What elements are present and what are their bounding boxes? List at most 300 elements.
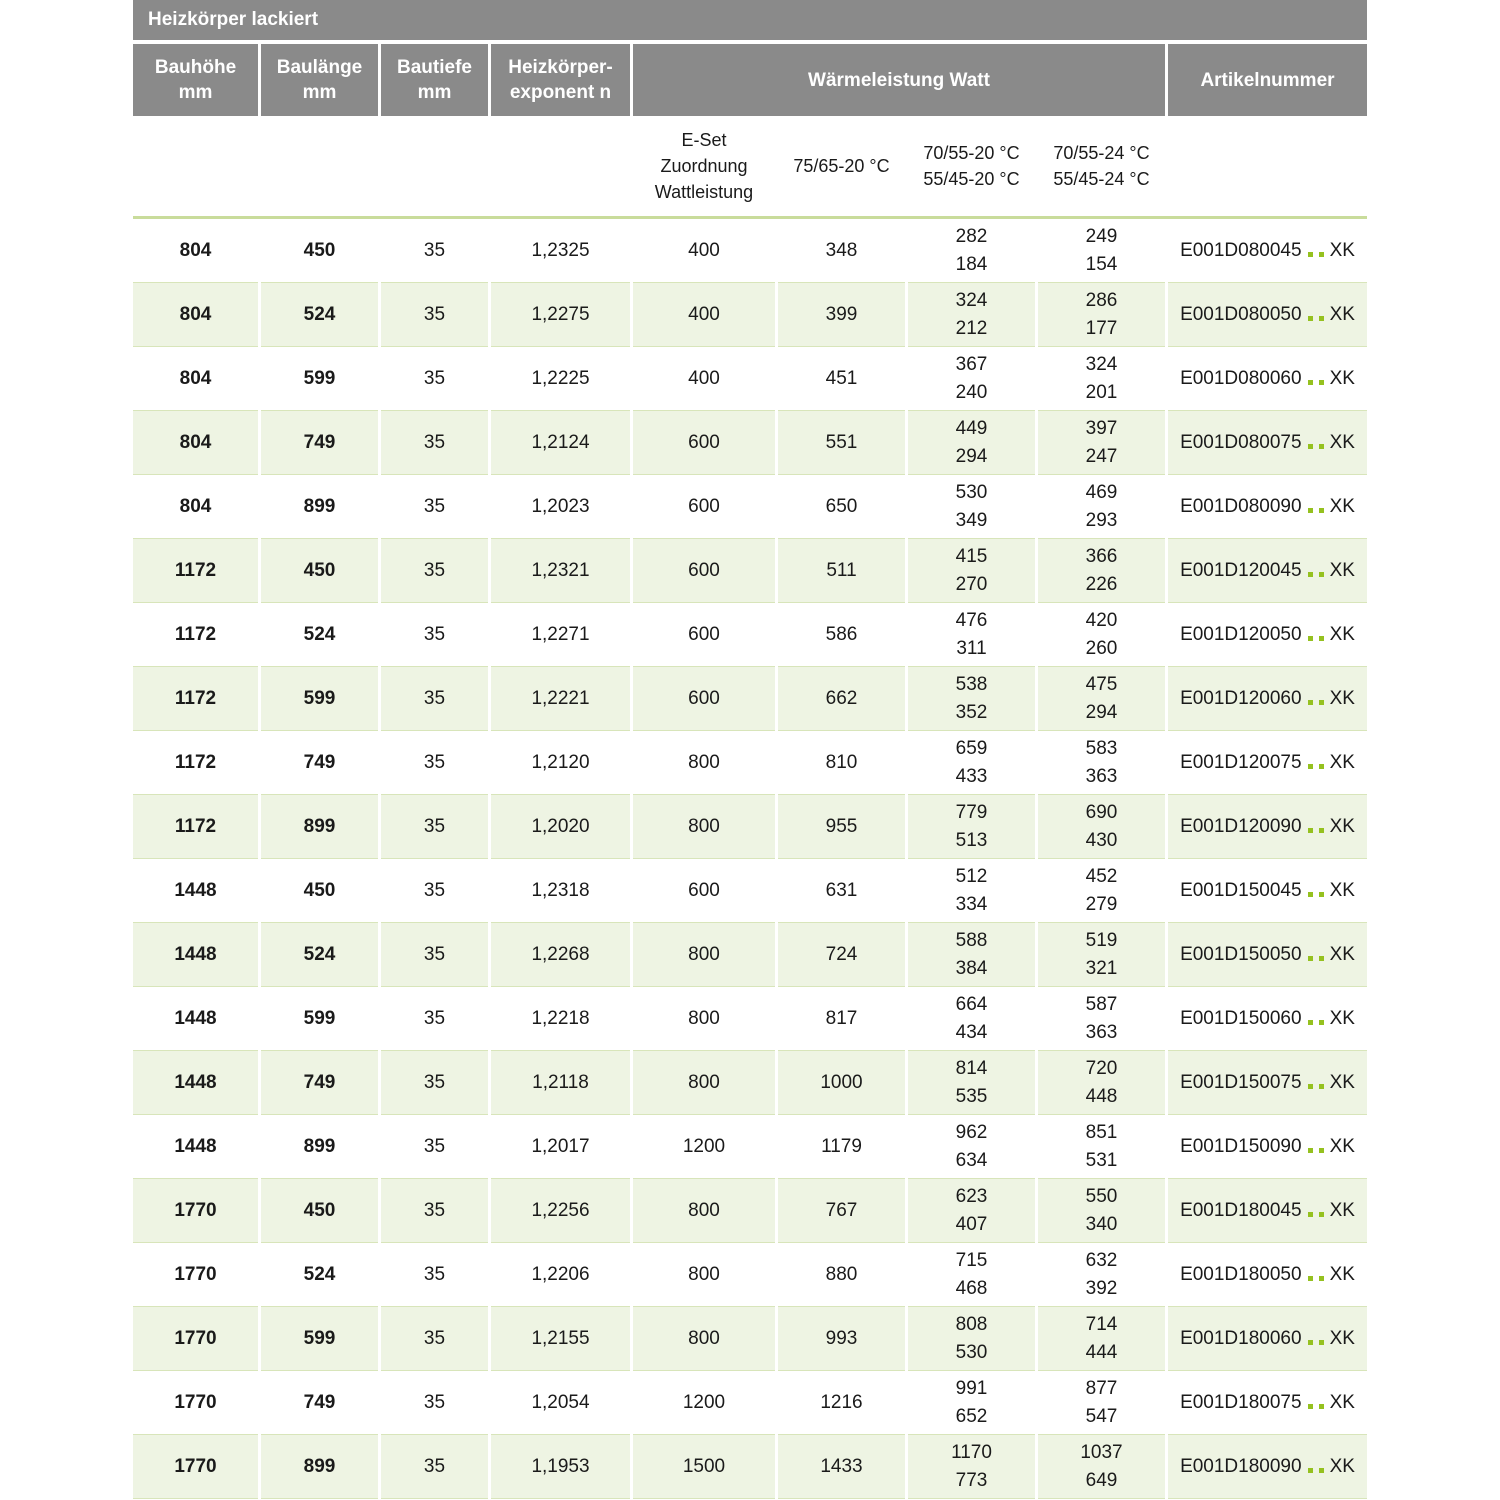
cell-watt-7055-24: 366 226 bbox=[1038, 539, 1165, 603]
cell-bautiefe: 35 bbox=[381, 1051, 488, 1115]
cell-eset-watt: 600 bbox=[633, 411, 775, 475]
table-row bbox=[133, 475, 1367, 539]
artikel-dot-icon bbox=[1319, 444, 1324, 449]
artikel-dot-icon bbox=[1308, 1212, 1313, 1217]
cell-watt-7565: 880 bbox=[778, 1243, 905, 1307]
cell-artikelnummer bbox=[1168, 1179, 1367, 1243]
cell-exponent: 1,2318 bbox=[491, 859, 630, 923]
cell-bauhoehe: 804 bbox=[133, 475, 258, 539]
cell-artikelnummer bbox=[1168, 603, 1367, 667]
cell-watt-7565: 724 bbox=[778, 923, 905, 987]
artikel-code: E001D080075 bbox=[1180, 431, 1302, 453]
subheader-eset-line3: Wattleistung bbox=[654, 182, 754, 202]
subheader-7055-20-line1: 70/55-20 °C bbox=[923, 143, 1020, 163]
cell-watt-7055-24: 851 531 bbox=[1038, 1115, 1165, 1179]
cell-eset-watt: 600 bbox=[633, 859, 775, 923]
cell-eset-watt: 800 bbox=[633, 987, 775, 1051]
artikel-dot-icon bbox=[1308, 956, 1313, 961]
cell-eset-watt: 800 bbox=[633, 731, 775, 795]
artikel-dot-icon bbox=[1308, 1340, 1313, 1345]
artikel-dot-icon bbox=[1308, 892, 1313, 897]
cell-watt-7565: 631 bbox=[778, 859, 905, 923]
header-bautiefe bbox=[381, 44, 488, 116]
cell-bautiefe: 35 bbox=[381, 603, 488, 667]
header-exponent bbox=[491, 44, 630, 116]
table-row bbox=[133, 603, 1367, 667]
artikel-suffix: XK bbox=[1329, 815, 1355, 837]
cell-baulaenge: 749 bbox=[261, 1051, 378, 1115]
artikel-dot-icon bbox=[1319, 1404, 1324, 1409]
artikel-code: E001D120060 bbox=[1180, 687, 1302, 709]
cell-baulaenge: 450 bbox=[261, 539, 378, 603]
cell-watt-7565: 993 bbox=[778, 1307, 905, 1371]
cell-eset-watt: 400 bbox=[633, 347, 775, 411]
cell-watt-7055-20: 476 311 bbox=[908, 603, 1035, 667]
table-row bbox=[133, 411, 1367, 475]
artikel-dot-icon bbox=[1319, 252, 1324, 257]
header-baulaenge-unit: mm bbox=[302, 82, 337, 103]
cell-bautiefe: 35 bbox=[381, 347, 488, 411]
cell-watt-7565: 810 bbox=[778, 731, 905, 795]
header-exponent-label: Heizkörper- bbox=[508, 57, 613, 78]
cell-bautiefe: 35 bbox=[381, 1307, 488, 1371]
cell-watt-7055-24: 550 340 bbox=[1038, 1179, 1165, 1243]
header-bauhoehe-label: Bauhöhe bbox=[154, 57, 237, 78]
cell-bauhoehe: 1770 bbox=[133, 1179, 258, 1243]
cell-watt-7055-20: 530 349 bbox=[908, 475, 1035, 539]
cell-watt-7055-20: 367 240 bbox=[908, 347, 1035, 411]
cell-bauhoehe: 1770 bbox=[133, 1243, 258, 1307]
cell-bauhoehe: 1448 bbox=[133, 1051, 258, 1115]
artikel-dot-icon bbox=[1319, 380, 1324, 385]
cell-baulaenge: 899 bbox=[261, 795, 378, 859]
cell-watt-7055-24: 286 177 bbox=[1038, 283, 1165, 347]
artikel-code: E001D120090 bbox=[1180, 815, 1302, 837]
cell-watt-7055-24: 249 154 bbox=[1038, 219, 1165, 283]
cell-watt-7055-20: 324 212 bbox=[908, 283, 1035, 347]
cell-watt-7055-20: 664 434 bbox=[908, 987, 1035, 1051]
artikel-dot-icon bbox=[1319, 1468, 1324, 1473]
cell-watt-7565: 767 bbox=[778, 1179, 905, 1243]
product-table bbox=[133, 0, 1367, 1499]
cell-watt-7055-20: 588 384 bbox=[908, 923, 1035, 987]
subheader-7565-line1: 75/65-20 °C bbox=[793, 156, 890, 176]
cell-exponent: 1,2120 bbox=[491, 731, 630, 795]
cell-baulaenge: 599 bbox=[261, 987, 378, 1051]
artikel-code: E001D180045 bbox=[1180, 1199, 1302, 1221]
cell-artikelnummer bbox=[1168, 923, 1367, 987]
header-waermeleistung-label: Wärmeleistung Watt bbox=[808, 69, 990, 91]
cell-bautiefe: 35 bbox=[381, 1435, 488, 1499]
cell-bauhoehe: 804 bbox=[133, 219, 258, 283]
artikel-code: E001D150075 bbox=[1180, 1071, 1302, 1093]
cell-eset-watt: 400 bbox=[633, 219, 775, 283]
cell-watt-7055-20: 814 535 bbox=[908, 1051, 1035, 1115]
header-bautiefe-unit: mm bbox=[417, 82, 452, 103]
cell-artikelnummer bbox=[1168, 1051, 1367, 1115]
artikel-dot-icon bbox=[1308, 764, 1313, 769]
cell-watt-7055-20: 962 634 bbox=[908, 1115, 1035, 1179]
cell-watt-7055-20: 991 652 bbox=[908, 1371, 1035, 1435]
table-row bbox=[133, 1435, 1367, 1499]
cell-bauhoehe: 1172 bbox=[133, 795, 258, 859]
cell-exponent: 1,2225 bbox=[491, 347, 630, 411]
artikel-dot-icon bbox=[1319, 892, 1324, 897]
artikel-code: E001D120050 bbox=[1180, 623, 1302, 645]
table-row bbox=[133, 539, 1367, 603]
artikel-suffix: XK bbox=[1329, 1007, 1355, 1029]
cell-baulaenge: 524 bbox=[261, 283, 378, 347]
cell-artikelnummer bbox=[1168, 1115, 1367, 1179]
artikel-code: E001D180060 bbox=[1180, 1327, 1302, 1349]
artikel-code: E001D150090 bbox=[1180, 1135, 1302, 1157]
artikel-dot-icon bbox=[1308, 1404, 1313, 1409]
artikel-dot-icon bbox=[1319, 316, 1324, 321]
cell-watt-7055-24: 1037 649 bbox=[1038, 1435, 1165, 1499]
cell-watt-7055-20: 1170 773 bbox=[908, 1435, 1035, 1499]
subheader-7055-24 bbox=[1038, 116, 1165, 216]
cell-bauhoehe: 804 bbox=[133, 411, 258, 475]
table-body bbox=[133, 219, 1367, 1499]
cell-baulaenge: 450 bbox=[261, 859, 378, 923]
cell-watt-7055-20: 282 184 bbox=[908, 219, 1035, 283]
cell-exponent: 1,2271 bbox=[491, 603, 630, 667]
cell-eset-watt: 600 bbox=[633, 603, 775, 667]
cell-bauhoehe: 1770 bbox=[133, 1435, 258, 1499]
artikel-dot-icon bbox=[1308, 380, 1313, 385]
artikel-suffix: XK bbox=[1329, 1327, 1355, 1349]
cell-artikelnummer bbox=[1168, 859, 1367, 923]
subheader-eset bbox=[633, 116, 775, 216]
artikel-dot-icon bbox=[1319, 828, 1324, 833]
cell-bautiefe: 35 bbox=[381, 1371, 488, 1435]
artikel-dot-icon bbox=[1308, 636, 1313, 641]
cell-watt-7055-20: 779 513 bbox=[908, 795, 1035, 859]
artikel-dot-icon bbox=[1319, 636, 1324, 641]
cell-exponent: 1,2023 bbox=[491, 475, 630, 539]
cell-exponent: 1,2275 bbox=[491, 283, 630, 347]
cell-baulaenge: 599 bbox=[261, 667, 378, 731]
artikel-code: E001D150060 bbox=[1180, 1007, 1302, 1029]
table-row bbox=[133, 923, 1367, 987]
table-row bbox=[133, 987, 1367, 1051]
artikel-suffix: XK bbox=[1329, 751, 1355, 773]
artikel-suffix: XK bbox=[1329, 623, 1355, 645]
cell-artikelnummer bbox=[1168, 219, 1367, 283]
cell-bauhoehe: 804 bbox=[133, 347, 258, 411]
cell-baulaenge: 524 bbox=[261, 603, 378, 667]
artikel-suffix: XK bbox=[1329, 1199, 1355, 1221]
cell-bautiefe: 35 bbox=[381, 219, 488, 283]
cell-watt-7565: 1433 bbox=[778, 1435, 905, 1499]
cell-bauhoehe: 1172 bbox=[133, 539, 258, 603]
cell-watt-7565: 1000 bbox=[778, 1051, 905, 1115]
artikel-suffix: XK bbox=[1329, 431, 1355, 453]
header-bautiefe-label: Bautiefe bbox=[397, 57, 472, 78]
cell-eset-watt: 800 bbox=[633, 923, 775, 987]
artikel-suffix: XK bbox=[1329, 1071, 1355, 1093]
cell-baulaenge: 450 bbox=[261, 219, 378, 283]
cell-eset-watt: 1200 bbox=[633, 1371, 775, 1435]
cell-baulaenge: 749 bbox=[261, 731, 378, 795]
artikel-suffix: XK bbox=[1329, 1263, 1355, 1285]
artikel-suffix: XK bbox=[1329, 495, 1355, 517]
cell-watt-7055-24: 583 363 bbox=[1038, 731, 1165, 795]
artikel-dot-icon bbox=[1308, 1148, 1313, 1153]
cell-watt-7055-24: 324 201 bbox=[1038, 347, 1165, 411]
cell-bauhoehe: 1770 bbox=[133, 1307, 258, 1371]
cell-bautiefe: 35 bbox=[381, 731, 488, 795]
cell-watt-7055-20: 623 407 bbox=[908, 1179, 1035, 1243]
table-row bbox=[133, 859, 1367, 923]
table-row bbox=[133, 1115, 1367, 1179]
cell-watt-7565: 586 bbox=[778, 603, 905, 667]
artikel-dot-icon bbox=[1319, 572, 1324, 577]
artikel-dot-icon bbox=[1308, 1276, 1313, 1281]
cell-watt-7565: 399 bbox=[778, 283, 905, 347]
cell-bautiefe: 35 bbox=[381, 1243, 488, 1307]
cell-watt-7565: 348 bbox=[778, 219, 905, 283]
cell-exponent: 1,2118 bbox=[491, 1051, 630, 1115]
subheader-7055-24-line2: 55/45-24 °C bbox=[1053, 169, 1150, 189]
cell-artikelnummer bbox=[1168, 1243, 1367, 1307]
cell-artikelnummer bbox=[1168, 731, 1367, 795]
cell-bautiefe: 35 bbox=[381, 283, 488, 347]
cell-watt-7565: 662 bbox=[778, 667, 905, 731]
cell-bauhoehe: 1172 bbox=[133, 603, 258, 667]
cell-watt-7565: 955 bbox=[778, 795, 905, 859]
cell-bauhoehe: 1448 bbox=[133, 987, 258, 1051]
cell-baulaenge: 899 bbox=[261, 1435, 378, 1499]
cell-bauhoehe: 1770 bbox=[133, 1371, 258, 1435]
artikel-code: E001D150045 bbox=[1180, 879, 1302, 901]
cell-exponent: 1,1953 bbox=[491, 1435, 630, 1499]
artikel-dot-icon bbox=[1308, 700, 1313, 705]
artikel-suffix: XK bbox=[1329, 879, 1355, 901]
artikel-suffix: XK bbox=[1329, 239, 1355, 261]
table-row bbox=[133, 219, 1367, 283]
artikel-code: E001D180050 bbox=[1180, 1263, 1302, 1285]
cell-artikelnummer bbox=[1168, 1371, 1367, 1435]
cell-artikelnummer bbox=[1168, 987, 1367, 1051]
cell-bautiefe: 35 bbox=[381, 795, 488, 859]
cell-artikelnummer bbox=[1168, 539, 1367, 603]
table-subheader-row bbox=[133, 116, 1367, 219]
cell-watt-7565: 551 bbox=[778, 411, 905, 475]
cell-baulaenge: 599 bbox=[261, 347, 378, 411]
table-row bbox=[133, 667, 1367, 731]
cell-bautiefe: 35 bbox=[381, 923, 488, 987]
cell-exponent: 1,2221 bbox=[491, 667, 630, 731]
cell-baulaenge: 450 bbox=[261, 1179, 378, 1243]
table-row bbox=[133, 795, 1367, 859]
cell-watt-7565: 511 bbox=[778, 539, 905, 603]
cell-exponent: 1,2017 bbox=[491, 1115, 630, 1179]
cell-watt-7055-20: 808 530 bbox=[908, 1307, 1035, 1371]
cell-watt-7055-20: 659 433 bbox=[908, 731, 1035, 795]
artikel-code: E001D080060 bbox=[1180, 367, 1302, 389]
artikel-dot-icon bbox=[1308, 508, 1313, 513]
artikel-dot-icon bbox=[1319, 1020, 1324, 1025]
cell-baulaenge: 749 bbox=[261, 411, 378, 475]
header-baulaenge bbox=[261, 44, 378, 116]
cell-artikelnummer bbox=[1168, 347, 1367, 411]
cell-watt-7565: 451 bbox=[778, 347, 905, 411]
cell-artikelnummer bbox=[1168, 667, 1367, 731]
cell-eset-watt: 1200 bbox=[633, 1115, 775, 1179]
cell-watt-7055-24: 519 321 bbox=[1038, 923, 1165, 987]
artikel-dot-icon bbox=[1308, 1020, 1313, 1025]
cell-eset-watt: 600 bbox=[633, 667, 775, 731]
subheader-7055-24-line1: 70/55-24 °C bbox=[1053, 143, 1150, 163]
artikel-suffix: XK bbox=[1329, 1455, 1355, 1477]
cell-eset-watt: 800 bbox=[633, 1179, 775, 1243]
cell-artikelnummer bbox=[1168, 411, 1367, 475]
header-bauhoehe-unit: mm bbox=[178, 82, 213, 103]
cell-bauhoehe: 804 bbox=[133, 283, 258, 347]
subheader-7565 bbox=[778, 116, 905, 216]
cell-watt-7565: 1216 bbox=[778, 1371, 905, 1435]
cell-bauhoehe: 1448 bbox=[133, 1115, 258, 1179]
artikel-dot-icon bbox=[1308, 316, 1313, 321]
cell-artikelnummer bbox=[1168, 475, 1367, 539]
cell-watt-7055-20: 715 468 bbox=[908, 1243, 1035, 1307]
artikel-dot-icon bbox=[1308, 1468, 1313, 1473]
artikel-code: E001D080090 bbox=[1180, 495, 1302, 517]
cell-bautiefe: 35 bbox=[381, 1115, 488, 1179]
artikel-dot-icon bbox=[1319, 1276, 1324, 1281]
header-bauhoehe bbox=[133, 44, 258, 116]
cell-bautiefe: 35 bbox=[381, 475, 488, 539]
cell-eset-watt: 600 bbox=[633, 475, 775, 539]
cell-baulaenge: 524 bbox=[261, 1243, 378, 1307]
subheader-7055-20 bbox=[908, 116, 1035, 216]
cell-watt-7055-24: 714 444 bbox=[1038, 1307, 1165, 1371]
artikel-suffix: XK bbox=[1329, 1135, 1355, 1157]
cell-baulaenge: 599 bbox=[261, 1307, 378, 1371]
cell-watt-7565: 650 bbox=[778, 475, 905, 539]
cell-baulaenge: 899 bbox=[261, 1115, 378, 1179]
artikel-code: E001D080050 bbox=[1180, 303, 1302, 325]
artikel-dot-icon bbox=[1319, 508, 1324, 513]
artikel-code: E001D120075 bbox=[1180, 751, 1302, 773]
cell-baulaenge: 899 bbox=[261, 475, 378, 539]
cell-exponent: 1,2218 bbox=[491, 987, 630, 1051]
cell-exponent: 1,2256 bbox=[491, 1179, 630, 1243]
artikel-code: E001D180075 bbox=[1180, 1391, 1302, 1413]
cell-watt-7055-24: 877 547 bbox=[1038, 1371, 1165, 1435]
table-row bbox=[133, 1051, 1367, 1115]
cell-baulaenge: 524 bbox=[261, 923, 378, 987]
table-row bbox=[133, 1179, 1367, 1243]
artikel-code: E001D150050 bbox=[1180, 943, 1302, 965]
cell-exponent: 1,2124 bbox=[491, 411, 630, 475]
cell-artikelnummer bbox=[1168, 795, 1367, 859]
cell-watt-7565: 817 bbox=[778, 987, 905, 1051]
cell-watt-7055-24: 720 448 bbox=[1038, 1051, 1165, 1115]
cell-bautiefe: 35 bbox=[381, 539, 488, 603]
table-row bbox=[133, 1371, 1367, 1435]
cell-watt-7055-24: 469 293 bbox=[1038, 475, 1165, 539]
artikel-suffix: XK bbox=[1329, 559, 1355, 581]
cell-bautiefe: 35 bbox=[381, 667, 488, 731]
cell-bautiefe: 35 bbox=[381, 411, 488, 475]
cell-eset-watt: 1500 bbox=[633, 1435, 775, 1499]
cell-eset-watt: 800 bbox=[633, 1307, 775, 1371]
artikel-dot-icon bbox=[1319, 764, 1324, 769]
cell-bautiefe: 35 bbox=[381, 987, 488, 1051]
artikel-suffix: XK bbox=[1329, 1391, 1355, 1413]
artikel-dot-icon bbox=[1319, 700, 1324, 705]
table-row bbox=[133, 1307, 1367, 1371]
cell-bauhoehe: 1172 bbox=[133, 731, 258, 795]
artikel-dot-icon bbox=[1319, 1148, 1324, 1153]
artikel-dot-icon bbox=[1319, 1212, 1324, 1217]
cell-bauhoehe: 1448 bbox=[133, 859, 258, 923]
header-artikelnummer-label: Artikelnummer bbox=[1200, 69, 1335, 91]
subheader-eset-line1: E-Set bbox=[681, 130, 727, 150]
subheader-7055-20-line2: 55/45-20 °C bbox=[923, 169, 1020, 189]
cell-exponent: 1,2020 bbox=[491, 795, 630, 859]
cell-watt-7055-24: 397 247 bbox=[1038, 411, 1165, 475]
cell-watt-7055-20: 512 334 bbox=[908, 859, 1035, 923]
cell-watt-7055-20: 415 270 bbox=[908, 539, 1035, 603]
header-artikelnummer bbox=[1168, 44, 1367, 116]
cell-watt-7055-24: 452 279 bbox=[1038, 859, 1165, 923]
artikel-suffix: XK bbox=[1329, 687, 1355, 709]
artikel-code: E001D180090 bbox=[1180, 1455, 1302, 1477]
cell-eset-watt: 600 bbox=[633, 539, 775, 603]
artikel-dot-icon bbox=[1319, 1340, 1324, 1345]
table-title-bar: Heizkörper lackiert bbox=[133, 0, 1367, 40]
cell-watt-7055-20: 449 294 bbox=[908, 411, 1035, 475]
artikel-code: E001D080045 bbox=[1180, 239, 1302, 261]
header-exponent-sub: exponent n bbox=[509, 82, 612, 103]
cell-watt-7565: 1179 bbox=[778, 1115, 905, 1179]
cell-eset-watt: 800 bbox=[633, 795, 775, 859]
artikel-suffix: XK bbox=[1329, 367, 1355, 389]
cell-exponent: 1,2268 bbox=[491, 923, 630, 987]
artikel-suffix: XK bbox=[1329, 303, 1355, 325]
cell-bauhoehe: 1448 bbox=[133, 923, 258, 987]
table-row bbox=[133, 283, 1367, 347]
cell-watt-7055-24: 475 294 bbox=[1038, 667, 1165, 731]
table-header-row bbox=[133, 44, 1367, 116]
cell-baulaenge: 749 bbox=[261, 1371, 378, 1435]
artikel-dot-icon bbox=[1308, 828, 1313, 833]
artikel-dot-icon bbox=[1308, 252, 1313, 257]
header-waermeleistung bbox=[633, 44, 1165, 116]
cell-bautiefe: 35 bbox=[381, 859, 488, 923]
cell-eset-watt: 400 bbox=[633, 283, 775, 347]
artikel-dot-icon bbox=[1308, 1084, 1313, 1089]
artikel-dot-icon bbox=[1319, 956, 1324, 961]
artikel-dot-icon bbox=[1308, 444, 1313, 449]
cell-watt-7055-24: 632 392 bbox=[1038, 1243, 1165, 1307]
cell-watt-7055-24: 587 363 bbox=[1038, 987, 1165, 1051]
table-row bbox=[133, 347, 1367, 411]
cell-exponent: 1,2155 bbox=[491, 1307, 630, 1371]
subheader-eset-line2: Zuordnung bbox=[660, 156, 748, 176]
cell-artikelnummer bbox=[1168, 1307, 1367, 1371]
cell-exponent: 1,2321 bbox=[491, 539, 630, 603]
artikel-suffix: XK bbox=[1329, 943, 1355, 965]
cell-exponent: 1,2054 bbox=[491, 1371, 630, 1435]
cell-eset-watt: 800 bbox=[633, 1051, 775, 1115]
header-baulaenge-label: Baulänge bbox=[276, 57, 363, 78]
artikel-dot-icon bbox=[1308, 572, 1313, 577]
cell-watt-7055-24: 690 430 bbox=[1038, 795, 1165, 859]
